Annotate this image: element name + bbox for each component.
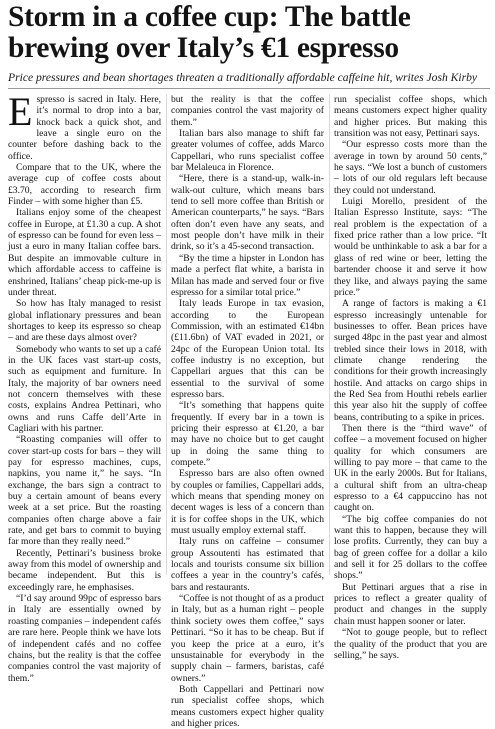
paragraph: “By the time a hipster in London has made a perfect flat white, a barista in Milan has made and served four or five espresso for a similar total price.”: [171, 252, 324, 298]
paragraph: “Here, there is a stand-up, walk-in-walk-out culture, which means bars tend to sell more coffee than British or American counterparts,” he says. “Bars often don’t even have any seats, and most people don’t have milk in their drink, so it’s a 45-second transaction.: [171, 173, 324, 253]
paragraph: “The big coffee companies do not want this to happen, because they will lose profits. Currently, they can buy a bag of green coffee for a dollar a kilo and sell it for 25 dollars to the coffee shops.”: [334, 513, 487, 582]
paragraph: Italians enjoy some of the cheapest coffee in Europe, at £1.30 a cup. A shot of espresso can be found for even less – just a euro in many Italian coffee bars. But despite an immovable culture in which affordable access to caffeine is enshrined, Italians’ cheap pick-me-up is under threat.: [8, 207, 161, 298]
drop-cap: E: [8, 89, 33, 134]
paragraph: Italy runs on caffeine – consumer group Assoutenti has estimated that locals and tourists consume six billion coffees a year in the country’s cafés, bars and restaurants.: [171, 536, 324, 593]
paragraph: Italy leads Europe in tax evasion, according to the European Commission, with an estimated €14bn (£11.6bn) of VAT evaded in 2021, or 24pc of the European Union total. Its coffee industry is no exception, but Cappellari argues that this can be essential to the survival of some espresso bars.: [171, 298, 324, 400]
paragraph: “Not to gouge people, but to reflect the quality of the product that you are selling,” he says.: [334, 627, 487, 661]
paragraph: Then there is the “third wave” of coffee – a movement focused on higher quality for which consumers are willing to pay more – that came to the UK in the early 2000s. But for Italians, a cultural shift from an ultra-cheap espresso to a €4 cappuccino has not caught on.: [334, 422, 487, 514]
paragraph: “I’d say around 99pc of espresso bars in Italy are essentially owned by roasting companies – independent cafés are rare here. People think we have lots of independent cafés and no coffee chains, but the reality is that the coffee companies control the vast majority of them.”: [8, 593, 161, 684]
paragraph: Italian bars also manage to shift far greater volumes of coffee, adds Marco Cappellari, who runs specialist coffee bar Melaleuca in Florence.: [171, 128, 324, 174]
paragraph: run specialist coffee shops, which means customers expect higher quality and higher prices. But making this transition was not easy, Pettinari says.: [334, 94, 487, 140]
paragraph: “Coffee is not thought of as a product in Italy, but as a human right – people think society owes them coffee,” says Pettinari. “So it has to be cheap. But if you keep the price at a euro, it’s unsustainable for everybody in the supply chain – farmers, baristas, café owners.”: [171, 593, 324, 684]
paragraph: Espresso bars are also often owned by couples or families, Cappellari adds, which means that spending money on decent wages is less of a concern than it is for coffee shops in the UK, which must usually employ external staff.: [171, 468, 324, 537]
paragraph: but the reality is that the coffee companies control the vast majority of them.”: [171, 94, 324, 128]
column-3: [334, 94, 487, 661]
paragraph: “Our espresso costs more than the average in town by around 50 cents,” he says. “We lost a bunch of customers – lots of our old regulars left because they could not understand.: [334, 139, 487, 196]
column-divider: [166, 94, 167, 575]
paragraph: Espresso is sacred in Italy. Here, it’s normal to drop into a bar, knock back a quick shot, and leave a single euro on the counter before dashing back to the office.: [8, 89, 161, 162]
column-1: [8, 89, 161, 684]
paragraph: Both Cappellari and Pettinari now run specialist coffee shops, which means customers expect higher quality and higher prices.: [171, 683, 324, 729]
column-2: [171, 94, 324, 729]
paragraph: Compare that to the UK, where the average cup of coffee costs about £3.70, according to research firm Finder – with some higher than £5.: [8, 162, 161, 208]
paragraph: Luigi Morello, president of the Italian Espresso Institute, says: “The real problem is the expectation of a fixed price rather than a low price. “It would be unthinkable to ask a bar for a glass of red wine or beer, letting the bartender choose it and serve it how they like, and always paying the same price.”: [334, 196, 487, 298]
paragraph: But Pettinari argues that a rise in prices to reflect a greater quality of product and changes in the supply chain must happen sooner or later.: [334, 581, 487, 627]
standfirst: Price pressures and bean shortages threaten a traditionally affordable caffeine hit, writes Josh Kirby: [8, 71, 478, 84]
paragraph: “It’s something that happens quite frequently. If every bar in a town is pricing their espresso at €1.20, a bar may have no choice but to get caught up in doing the same thing to compete.”: [171, 400, 324, 468]
paragraph: So how has Italy managed to resist global inflationary pressures and bean shortages to keep its espresso so cheap – and are these days almost over?: [8, 298, 161, 344]
paragraph: “Roasting companies will offer to cover start-up costs for bars – they will pay for espresso machines, cups, napkins, you name it,” he says. “In exchange, the bars sign a contract to buy a certain amount of beans every week at a set price. But the roasting companies often charge above a fair rate, and get bars to commit to buying far more than they really need.”: [8, 434, 161, 548]
divider: [8, 88, 490, 89]
paragraph: A range of factors is making a €1 espresso increasingly untenable for businesses to offer. Bean prices have surged 48pc in the past year and almost trebled since their lows in 2018, with climate change rendering the conditions for their growth increasingly hostile. And attacks on cargo ships in the Red Sea from Houthi rebels earlier this year also hit the supply of coffee beans, contributing to a spike in prices.: [334, 298, 487, 423]
paragraph: Recently, Pettinari’s business broke away from this model of ownership and became independent. But this is exceedingly rare, he emphasises.: [8, 547, 161, 593]
paragraph: Somebody who wants to set up a café in the UK faces vast start-up costs, such as equipment and furniture. In Italy, the majority of bar owners need not concern themselves with these costs, explains Andrea Pettinari, who owns and runs Caffe dell’Arte in Cagliari with his partner.: [8, 343, 161, 434]
headline: Storm in a coffee cup: The battle brewing over Italy’s €1 espresso: [8, 1, 411, 64]
article-body: [8, 89, 490, 729]
column-divider: [329, 94, 330, 575]
